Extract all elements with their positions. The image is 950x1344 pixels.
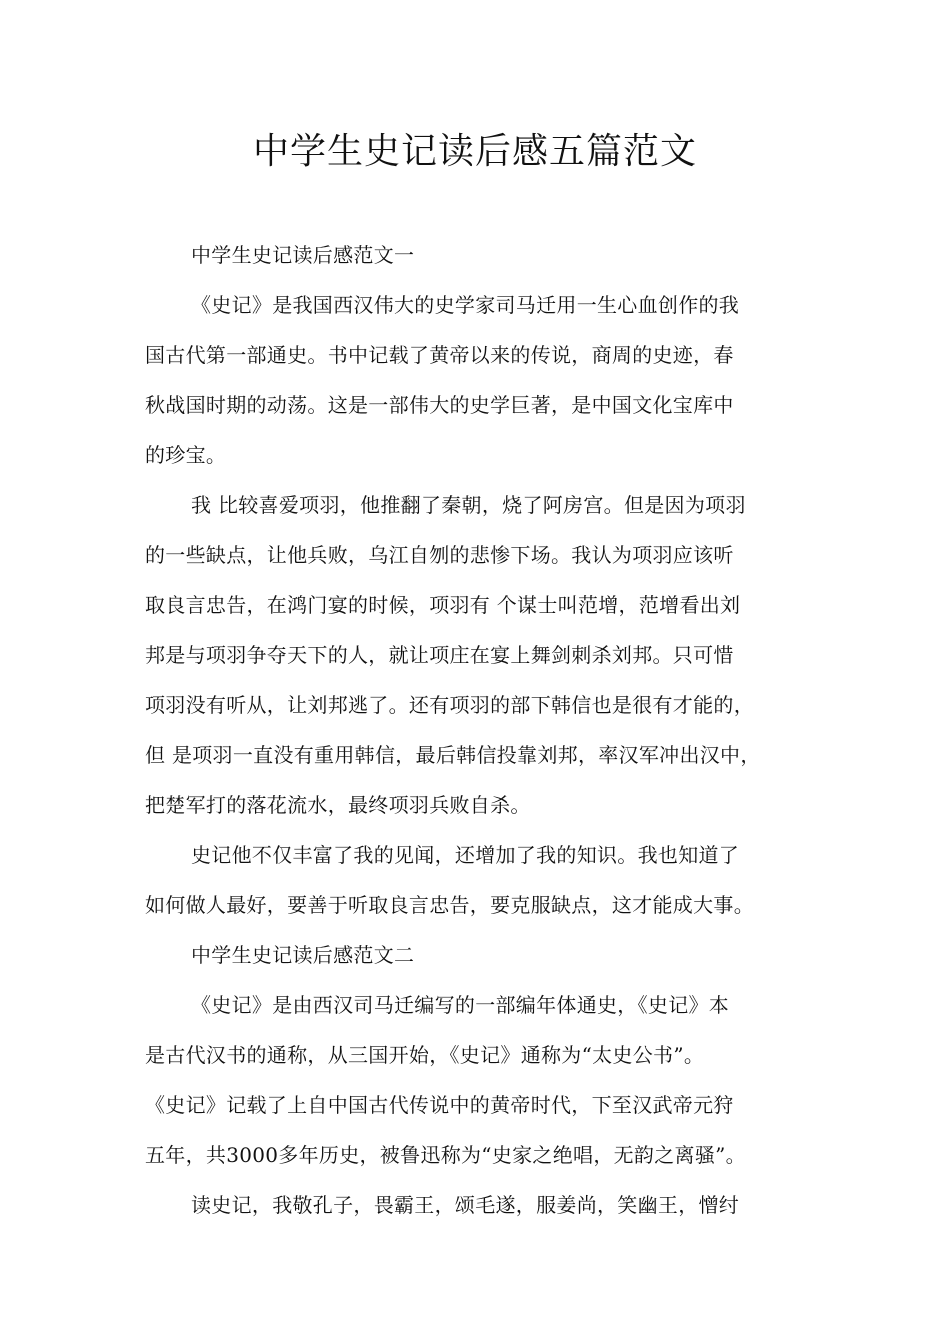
text-line: 但 是项羽一直没有重用韩信，最后韩信投靠刘邦，率汉军冲出汉中，	[145, 743, 761, 767]
paragraph-2	[145, 480, 825, 830]
paragraph-1	[145, 280, 825, 480]
text-line: 是古代汉书的通称，从三国开始，《史记》通称为“太史公书”。	[145, 1043, 705, 1067]
text-line: 的珍宝。	[145, 443, 227, 467]
text-line: 项羽没有听从，让刘邦逃了。还有项羽的部下韩信也是很有才能的，	[145, 693, 754, 717]
text-line: 国古代第一部通史。书中记载了黄帝以来的传说，商周的史迹，春	[145, 343, 734, 367]
document-body	[145, 230, 825, 1230]
text-line: 史记他不仅丰富了我的见闻，还增加了我的知识。我也知道了	[191, 843, 740, 867]
text-line: 的一些缺点，让他兵败，乌江自刎的悲惨下场。我认为项羽应该听	[145, 543, 734, 567]
text-line: 《史记》是我国西汉伟大的史学家司马迁用一生心血创作的我	[191, 293, 740, 317]
text-line: 秋战国时期的动荡。这是一部伟大的史学巨著，是中国文化宝库中	[145, 393, 734, 417]
text-line: 《史记》记载了上自中国古代传说中的黄帝时代，下至汉武帝元狩	[145, 1093, 734, 1117]
section-heading-2	[145, 930, 825, 980]
text-line: 中学生史记读后感范文二	[191, 943, 415, 967]
text-line: 五年，共3000多年历史，被鲁迅称为“史家之绝唱，无韵之离骚”。	[145, 1143, 746, 1167]
text-line: 邦是与项羽争夺天下的人，就让项庄在宴上舞剑刺杀刘邦。只可惜	[145, 643, 734, 667]
text-line: 取良言忠告，在鸿门宴的时候，项羽有 个谋士叫范增，范增看出刘	[145, 593, 741, 617]
text-line: 如何做人最好，要善于听取良言忠告，要克服缺点，这才能成大事。	[145, 893, 754, 917]
text-line: 中学生史记读后感范文一	[191, 243, 415, 267]
text-line: 读史记，我敬孔子，畏霸王，颂毛遂，服姜尚，笑幽王，憎纣	[191, 1193, 740, 1217]
section-heading-1	[145, 230, 825, 280]
text-line: 把楚军打的落花流水，最终项羽兵败自杀。	[145, 793, 531, 817]
document-title: 中学生史记读后感五篇范文	[252, 131, 697, 172]
text-line: 《史记》是由西汉司马迁编写的一部编年体通史，《史记》本	[191, 993, 730, 1017]
text-line: 我 比较喜爱项羽，他推翻了秦朝，烧了阿房宫。但是因为项羽	[191, 493, 746, 517]
paragraph-5	[145, 1180, 825, 1230]
paragraph-4	[145, 980, 825, 1180]
paragraph-3	[145, 830, 825, 930]
